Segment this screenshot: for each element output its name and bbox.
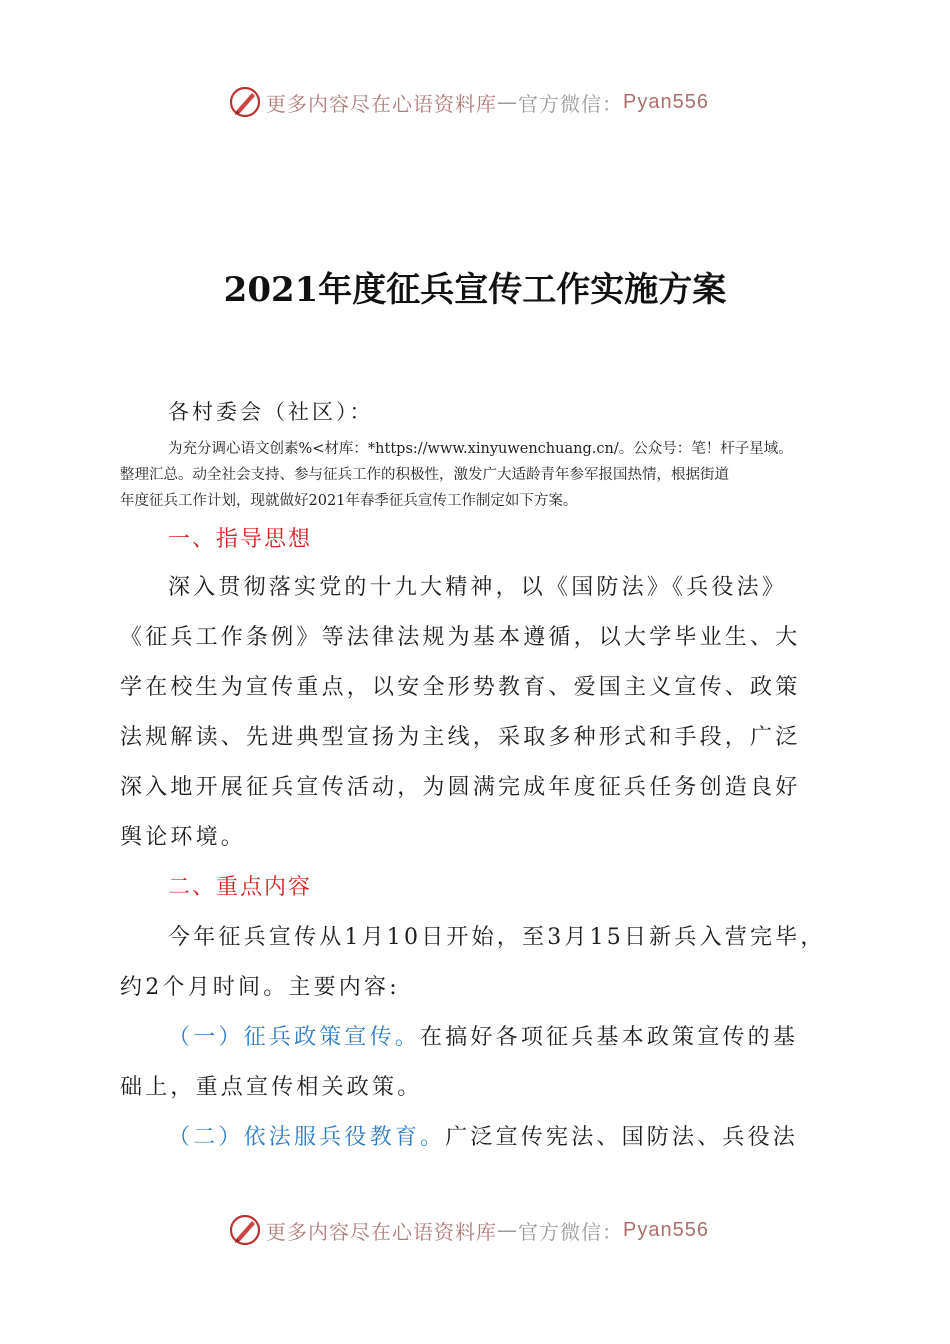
pen-in-circle-icon xyxy=(228,85,262,119)
banner-wechat-label: 官方微信： xyxy=(518,1219,623,1244)
banner-wechat-label: 官方微信： xyxy=(518,91,623,116)
header-watermark-banner xyxy=(228,80,709,124)
item-2-text: 广泛宣传宪法、国防法、兵役法 xyxy=(445,1125,799,1150)
item-2-line xyxy=(168,1120,798,1151)
item-2-label: （二）依法服兵役教育。 xyxy=(168,1125,446,1150)
intro-line-1: 为充分调心语文创素%<材库：*https://www.xinyuwenchuang.cn/。公众号：笔！杆子星域。 xyxy=(168,441,793,457)
banner-wechat-id: Pyan556 xyxy=(623,1218,709,1241)
footer-watermark-banner xyxy=(228,1208,709,1252)
document-title: 2021年度征兵宣传工作实施方案 xyxy=(223,270,727,310)
body-line: 今年征兵宣传从1月10日开始，至3月15日新兵入营完毕， xyxy=(168,925,826,950)
banner-text: 更多内容尽在心语资料库 xyxy=(266,1219,497,1244)
intro-line-2: 整理汇总。动全社会支持、参与征兵工作的积极性，激发广大适龄青年参军报国热情，根据街道 xyxy=(120,467,729,483)
pen-in-circle-icon xyxy=(228,1213,262,1247)
body-line: 舆论环境。 xyxy=(120,825,247,850)
banner-text: 更多内容尽在心语资料库 xyxy=(266,91,497,116)
section-heading-guiding-thought: 一、指导思想 xyxy=(168,527,313,552)
body-line: 深入贯彻落实党的十九大精神，以《国防法》《兵役法》 xyxy=(168,575,788,600)
body-line: 础上，重点宣传相关政策。 xyxy=(120,1075,423,1100)
body-line: 法规解读、先进典型宣扬为主线，采取多种形式和手段，广泛 xyxy=(120,725,801,750)
banner-separator: — xyxy=(497,90,518,114)
body-line: 学在校生为宣传重点，以安全形势教育、爱国主义宣传、政策 xyxy=(120,675,801,700)
salutation: 各村委会（社区）： xyxy=(168,400,374,424)
banner-wechat-id: Pyan556 xyxy=(623,90,709,113)
item-1-line xyxy=(168,1020,798,1051)
body-line: 深入地开展征兵宣传活动，为圆满完成年度征兵任务创造良好 xyxy=(120,775,801,800)
section-heading-key-content: 二、重点内容 xyxy=(168,875,313,900)
banner-separator: — xyxy=(497,1218,518,1242)
body-line: 《征兵工作条例》等法律法规为基本遵循，以大学毕业生、大 xyxy=(120,625,801,650)
body-line: 约2个月时间。主要内容: xyxy=(120,975,400,1000)
intro-line-3: 年度征兵工作计划，现就做好2021年春季征兵宣传工作制定如下方案。 xyxy=(120,493,578,509)
item-1-label: （一）征兵政策宣传。 xyxy=(168,1025,421,1050)
item-1-text: 在搞好各项征兵基本政策宣传的基 xyxy=(420,1025,799,1050)
